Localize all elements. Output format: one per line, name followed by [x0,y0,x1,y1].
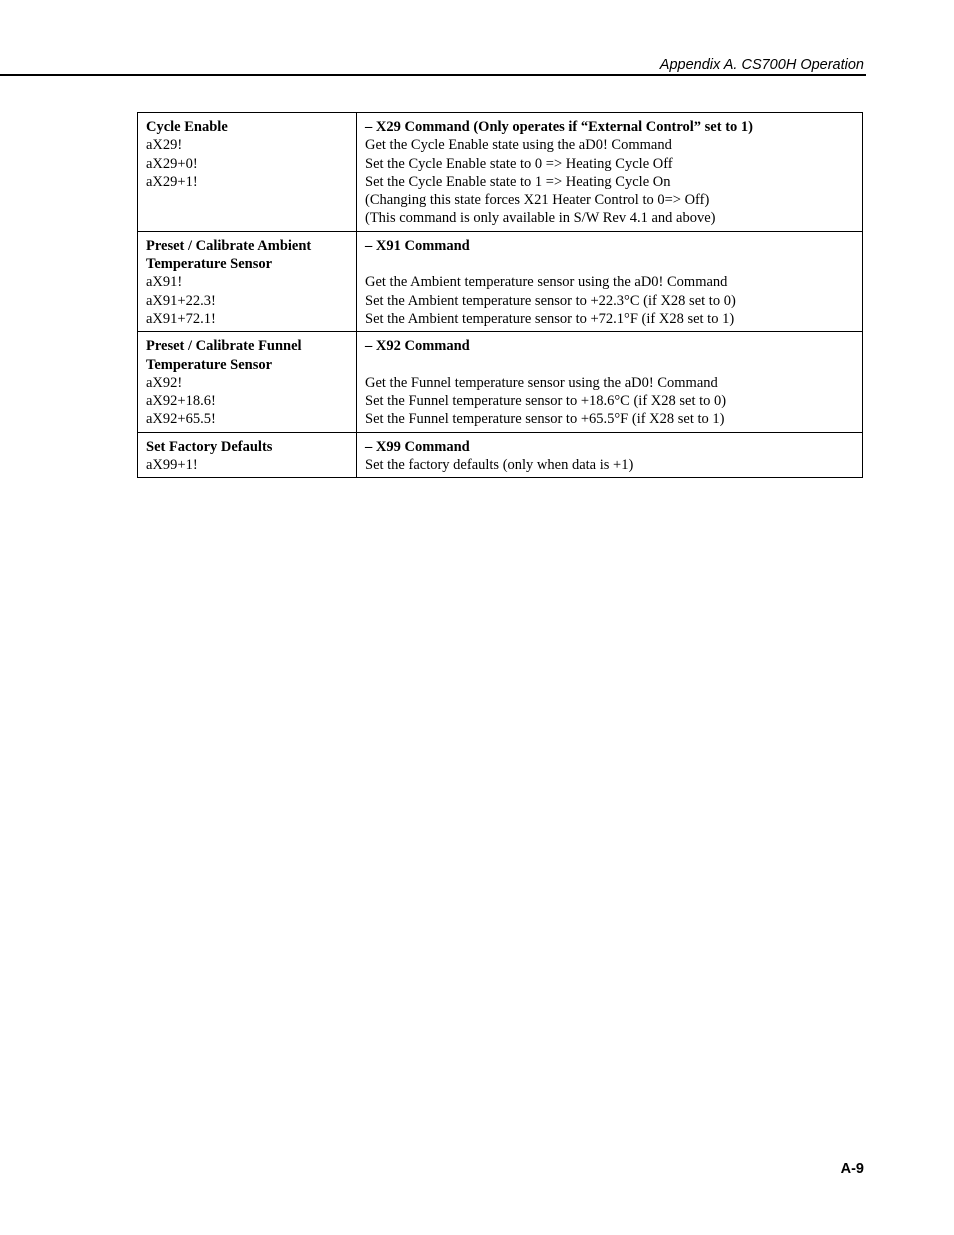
command-heading: – X92 Command [365,338,470,355]
table-row [138,113,863,232]
command-table [137,112,863,478]
description-line: (Changing this state forces X21 Heater Control to 0=> Off) [365,192,710,209]
command-description-cell [357,113,863,232]
spacer [365,356,854,374]
command-syntax: aX91+72.1! [146,310,216,327]
running-header: Appendix A. CS700H Operation [659,57,864,73]
command-name: Set Factory Defaults [146,438,273,455]
description-line: Set the Cycle Enable state to 1 => Heating Cycle On [365,173,671,190]
command-name: Cycle Enable [146,119,228,135]
description-line: Get the Cycle Enable state using the aD0! Command [365,137,672,154]
table-row [138,332,863,432]
command-description-cell [357,432,863,478]
description-line: Set the Funnel temperature sensor to +65.5°F (if X28 set to 1) [365,411,725,428]
description-line: (This command is only available in S/W Rev 4.1 and above) [365,210,716,227]
header-rule [0,74,866,76]
command-name: Temperature Sensor [146,256,273,273]
description-line: Set the Cycle Enable state to 0 => Heating Cycle Off [365,155,673,172]
command-syntax: aX92+65.5! [146,411,216,428]
command-syntax: aX29+0! [146,155,198,172]
command-heading: – X29 Command (Only operates if “External Control” set to 1) [365,119,753,135]
page-number: A-9 [840,1161,864,1177]
command-syntax: aX29+1! [146,173,198,190]
command-description-cell [357,231,863,331]
description-line: Set the factory defaults (only when data is +1) [365,457,634,474]
command-syntax: aX99+1! [146,457,198,474]
command-name-cell [138,113,357,232]
table-row [138,432,863,478]
description-line: Set the Funnel temperature sensor to +18.6°C (if X28 set to 0) [365,393,727,410]
command-syntax: aX92! [146,374,183,391]
description-line: Set the Ambient temperature sensor to +72.1°F (if X28 set to 1) [365,310,735,327]
description-line: Set the Ambient temperature sensor to +22.3°C (if X28 set to 0) [365,292,736,309]
command-name: Preset / Calibrate Funnel [146,338,302,355]
command-heading: – X91 Command [365,237,470,254]
description-line: Get the Funnel temperature sensor using the aD0! Command [365,374,718,391]
description-line: Get the Ambient temperature sensor using the aD0! Command [365,274,728,291]
command-name-cell [138,332,357,432]
command-name-cell [138,231,357,331]
command-syntax: aX91! [146,274,183,291]
command-syntax: aX29! [146,137,183,154]
spacer [365,255,854,273]
command-syntax: aX92+18.6! [146,393,216,410]
command-name-cell [138,432,357,478]
command-description-cell [357,332,863,432]
command-name: Temperature Sensor [146,356,273,373]
table-row [138,231,863,331]
command-syntax: aX91+22.3! [146,292,216,309]
command-name: Preset / Calibrate Ambient [146,237,312,254]
command-heading: – X99 Command [365,438,470,455]
